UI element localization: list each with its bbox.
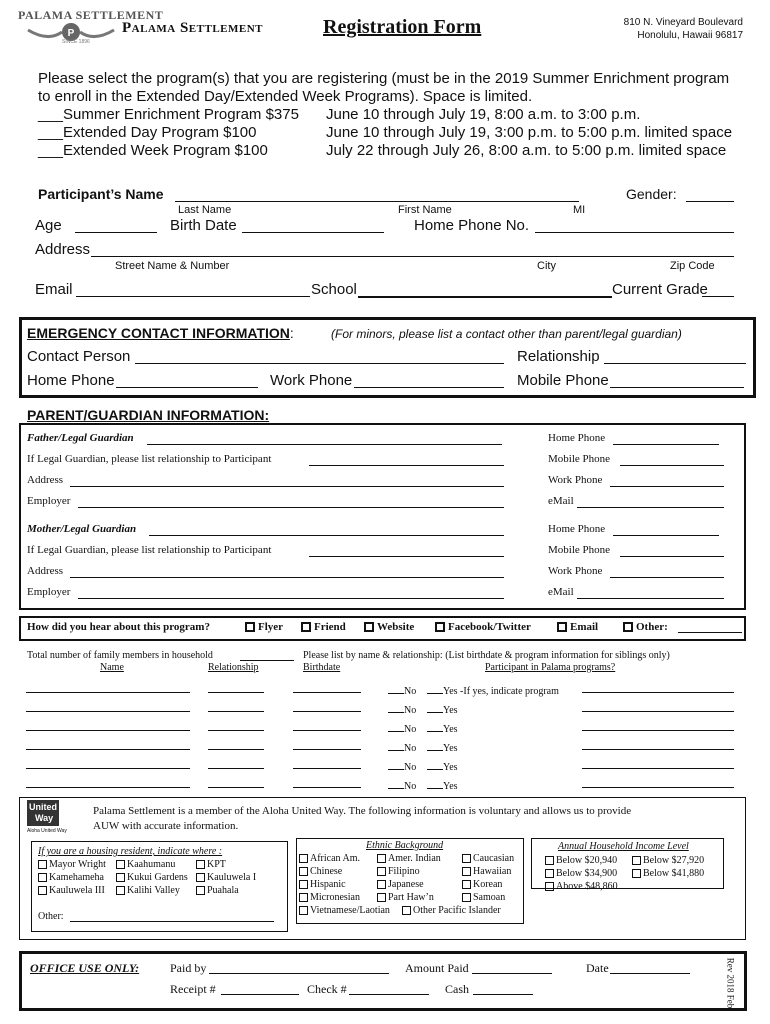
mother-email-field[interactable] [577,598,724,599]
amount-paid-label: Amount Paid [405,961,469,975]
father-work-phone-field[interactable] [610,486,724,487]
emergency-mobile-phone-label: Mobile Phone [517,372,609,389]
logo-emblem-icon [18,20,124,50]
family-yes-option[interactable]: Yes [427,777,458,792]
address-line1: 810 N. Vineyard Boulevard [623,17,743,28]
family-relationship-field[interactable] [208,730,264,731]
family-no-option[interactable]: No [388,739,416,754]
last-name-caption: Last Name [178,204,232,216]
united-way-logo-line1: United [29,802,57,812]
family-name-field[interactable] [26,768,190,769]
father-email-field[interactable] [577,507,724,508]
father-address-label: Address [27,474,64,486]
family-relationship-field[interactable] [208,711,264,712]
family-program-field[interactable] [582,711,734,712]
family-no-option[interactable]: No [388,682,416,697]
ethnic-option[interactable]: Micronesian [299,892,360,903]
ethnic-option[interactable]: Caucasian [462,853,514,864]
income-title: Annual Household Income Level [558,841,689,852]
age-label: Age [35,217,62,234]
current-grade-label: Current Grade [612,281,708,298]
mother-label: Mother/Legal Guardian [27,523,137,535]
family-relationship-field[interactable] [208,768,264,769]
income-option[interactable]: Below $20,940 [545,855,617,866]
ethnic-option[interactable]: Hispanic [299,879,346,890]
family-program-field[interactable] [582,768,734,769]
family-col-relationship: Relationship [208,662,259,673]
family-relationship-field[interactable] [208,692,264,693]
form-title: Registration Form [323,16,482,38]
home-phone-field[interactable] [535,232,734,233]
united-way-logo-line2: Way [35,813,54,823]
email-label: Email [35,281,73,298]
family-birthdate-field[interactable] [293,711,361,712]
emergency-work-phone-field[interactable] [354,387,504,388]
family-name-field[interactable] [26,711,190,712]
family-relationship-field[interactable] [208,749,264,750]
flyer-label: Flyer [258,621,284,633]
logo-text: PALAMA SETTLEMENT [18,8,164,22]
check-field[interactable] [349,994,429,995]
income-option[interactable]: Above $48,860 [545,881,618,892]
father-employer-label: Employer [27,495,71,507]
father-email-label: eMail [548,495,574,507]
ethnic-option[interactable]: Amer. Indian [377,853,441,864]
contact-person-label: Contact Person [27,348,131,365]
office-box [19,951,747,1011]
emergency-title [27,325,294,341]
father-label: Father/Legal Guardian [27,432,134,444]
mother-relationship-field[interactable] [309,556,504,557]
receipt-field[interactable] [221,994,299,995]
mother-block [27,523,741,603]
mother-work-phone-label: Work Phone [548,565,603,577]
website-label: Website [377,621,415,633]
family-program-field[interactable] [582,730,734,731]
how-hear-question: How did you hear about this program? [27,621,210,633]
gender-field[interactable] [686,201,734,202]
ethnic-option[interactable]: Korean [462,879,502,890]
mother-name-field[interactable] [149,535,504,536]
emergency-title-colon: : [289,325,294,341]
how-hear-flyer[interactable] [245,621,283,633]
email-checkbox[interactable] [557,622,567,632]
gender-label: Gender: [626,186,677,202]
program-summer-dates: June 10 through July 19, 8:00 a.m. to 3:00 p.m. [326,106,641,123]
family-program-field[interactable] [582,787,734,788]
housing-option[interactable]: Kauluwela III [38,885,105,896]
city-caption: City [537,260,556,272]
ethnic-option[interactable]: Chinese [299,866,342,877]
father-employer-field[interactable] [78,507,504,508]
mother-email-label: eMail [548,586,574,598]
income-option[interactable]: Below $27,920 [632,855,704,866]
housing-option[interactable]: Mayor Wright [38,859,106,870]
program-extended-day-dates: June 10 through July 19, 3:00 p.m. to 5:00 p.m. limited space [326,124,733,141]
receipt-label: Receipt # [170,982,216,996]
family-birthdate-field[interactable] [293,692,361,693]
housing-options [38,859,283,899]
housing-other-field[interactable] [70,921,274,922]
family-name-field[interactable] [26,749,190,750]
friend-label: Friend [314,621,346,633]
ethnic-options [299,853,523,921]
housing-option[interactable]: Kalihi Valley [116,885,180,896]
mother-mobile-phone-field[interactable] [620,556,724,557]
other-checkbox[interactable] [623,622,633,632]
program-extended-day[interactable]: ___Extended Day Program $100 [38,124,257,141]
mother-relationship-note: If Legal Guardian, please list relationship to Participant [27,544,272,556]
family-yes-option[interactable]: Yes -If yes, indicate program [427,682,559,697]
family-program-field[interactable] [582,749,734,750]
housing-option[interactable]: Kauluwela I [196,872,256,883]
participant-name-label: Participant’s Name [38,186,164,202]
mother-home-phone-field[interactable] [613,535,719,536]
zip-caption: Zip Code [670,260,715,272]
family-no-option[interactable]: No [388,720,416,735]
current-grade-field[interactable] [702,296,734,297]
school-field[interactable] [358,296,612,298]
ethnic-option[interactable]: Filipino [377,866,420,877]
check-label: Check # [307,982,347,996]
email-field[interactable] [76,296,310,297]
how-hear-facebook[interactable] [435,621,531,633]
housing-option[interactable]: Kamehameha [38,872,104,883]
family-no-option[interactable]: No [388,701,416,716]
family-birthdate-field[interactable] [293,787,361,788]
ethnic-option[interactable]: Hawaiian [462,866,511,877]
logo-since: SINCE 1896 [62,39,90,45]
cash-label: Cash [445,982,469,996]
housing-title: If you are a housing resident, indicate where : [38,846,223,857]
how-hear-email[interactable] [557,621,598,633]
amount-paid-field[interactable] [472,973,552,974]
father-home-phone-field[interactable] [613,444,719,445]
father-work-phone-label: Work Phone [548,474,603,486]
first-name-caption: First Name [398,204,452,216]
facebook-checkbox[interactable] [435,622,445,632]
housing-other-label: Other: [38,911,64,922]
address-label: Address [35,241,91,258]
income-option[interactable]: Below $34,900 [545,868,617,879]
parent-title: PARENT/GUARDIAN INFORMATION: [27,407,270,423]
united-way-text-line1: Palama Settlement is a member of the Aloha United Way. The following information is voluntary and allows us to provide [93,805,632,817]
date-label: Date [586,961,609,975]
mother-home-phone-label: Home Phone [548,523,606,535]
family-row [0,680,770,698]
mother-employer-field[interactable] [78,598,504,599]
income-options [545,855,723,892]
family-name-field[interactable] [26,730,190,731]
facebook-label: Facebook/Twitter [448,621,531,633]
family-relationship-field[interactable] [208,787,264,788]
paid-by-label: Paid by [170,961,207,975]
other-label: Other: [636,621,668,633]
family-col-name: Name [100,662,124,673]
mother-address-label: Address [27,565,64,577]
ethnic-title: Ethnic Background [366,840,444,851]
family-total-field[interactable] [240,660,294,661]
friend-checkbox[interactable] [301,622,311,632]
family-yes-option[interactable]: Yes [427,758,458,773]
mother-employer-label: Employer [27,586,71,598]
ethnic-option[interactable]: African Am. [299,853,360,864]
family-col-birthdate: Birthdate [303,662,341,673]
family-rows [0,680,770,795]
contact-person-field[interactable] [135,363,504,364]
family-col-participant: Participant in Palama programs? [485,662,616,673]
program-extended-week-dates: July 22 through July 26, 8:00 a.m. to 5:00 p.m. limited space [326,142,727,159]
age-field[interactable] [75,232,157,233]
ethnic-option[interactable]: Japanese [377,879,424,890]
mother-mobile-phone-label: Mobile Phone [548,544,611,556]
father-mobile-phone-field[interactable] [620,465,724,466]
emergency-relationship-label: Relationship [517,348,600,365]
family-program-field[interactable] [582,692,734,693]
father-name-field[interactable] [147,444,502,445]
how-hear-website[interactable] [364,621,414,633]
mother-work-phone-field[interactable] [610,577,724,578]
ethnic-option[interactable]: Part Haw’n [377,892,434,903]
family-name-field[interactable] [26,787,190,788]
email-option-label: Email [570,621,599,633]
street-caption: Street Name & Number [115,260,230,272]
family-yes-option[interactable]: Yes [427,701,458,716]
father-address-field[interactable] [70,486,504,487]
united-way-logo-mark [27,800,59,826]
org-name: Palama Settlement [122,20,263,36]
date-field[interactable] [610,973,690,974]
address-line2: Honolulu, Hawaii 96817 [637,30,743,41]
school-label: School [311,281,357,298]
united-way-logo [24,800,84,836]
flyer-checkbox[interactable] [245,622,255,632]
father-mobile-phone-label: Mobile Phone [548,453,611,465]
paid-by-field[interactable] [209,973,389,974]
svg-text:P: P [67,28,75,39]
how-hear-other[interactable] [623,621,668,633]
family-list-note: Please list by name & relationship: (List birthdate & program information for siblings only) [303,650,670,661]
housing-option[interactable]: Puahala [196,885,239,896]
participant-name-field[interactable] [175,201,579,202]
ethnic-option[interactable]: Vietnamese/Laotian [299,905,390,916]
family-row [0,775,770,793]
family-birthdate-field[interactable] [293,768,361,769]
intro-line2: to enroll in the Extended Day/Extended Week Programs). Space is limited. [38,88,533,105]
father-relationship-note: If Legal Guardian, please list relationship to Participant [27,453,272,465]
family-birthdate-field[interactable] [293,730,361,731]
emergency-home-phone-label: Home Phone [27,372,115,389]
family-row [0,718,770,736]
housing-option[interactable]: KPT [196,859,226,870]
united-way-logo-sub: Aloha United Way [27,828,67,834]
program-extended-week[interactable]: ___Extended Week Program $100 [38,142,268,159]
father-relationship-field[interactable] [309,465,504,466]
family-row [0,756,770,774]
emergency-title-text: EMERGENCY CONTACT INFORMATION [27,325,290,341]
emergency-work-phone-label: Work Phone [270,372,353,389]
program-summer[interactable]: ___Summer Enrichment Program $375 [38,106,299,123]
family-yes-option[interactable]: Yes [427,720,458,735]
how-hear-other-field[interactable] [678,632,742,633]
intro-line1: Please select the program(s) that you are registering (must be in the 2019 Summer Enrichment program [38,70,730,87]
ethnic-option[interactable]: Other Pacific Islander [402,905,501,916]
family-birthdate-field[interactable] [293,749,361,750]
cash-field[interactable] [473,994,533,995]
office-title: OFFICE USE ONLY: [30,961,140,975]
father-block [27,432,741,512]
family-yes-option[interactable]: Yes [427,739,458,754]
how-hear-friend[interactable] [301,621,346,633]
emergency-home-phone-field[interactable] [116,387,258,388]
birth-date-field[interactable] [242,232,384,233]
housing-option[interactable]: Kukui Gardens [116,872,188,883]
mi-caption: MI [573,204,586,216]
mother-address-field[interactable] [70,577,504,578]
ethnic-option[interactable]: Samoan [462,892,505,903]
father-home-phone-label: Home Phone [548,432,606,444]
address-field[interactable] [91,256,734,257]
family-row [0,699,770,717]
family-no-option[interactable]: No [388,777,416,792]
emergency-note: (For minors, please list a contact other than parent/legal guardian) [331,327,682,341]
emergency-relationship-field[interactable] [604,363,746,364]
family-row [0,737,770,755]
emergency-mobile-phone-field[interactable] [610,387,744,388]
home-phone-label: Home Phone No. [414,217,530,234]
housing-option[interactable]: Kaahumanu [116,859,175,870]
revision-note: Rev 2018 Feb [725,957,736,1009]
united-way-text-line2: AUW with accurate information. [93,820,239,832]
family-name-field[interactable] [26,692,190,693]
website-checkbox[interactable] [364,622,374,632]
birth-date-label: Birth Date [170,217,237,234]
family-total-label: Total number of family members in household [27,650,213,661]
palama-logo [18,8,164,48]
income-option[interactable]: Below $41,880 [632,868,704,879]
family-no-option[interactable]: No [388,758,416,773]
